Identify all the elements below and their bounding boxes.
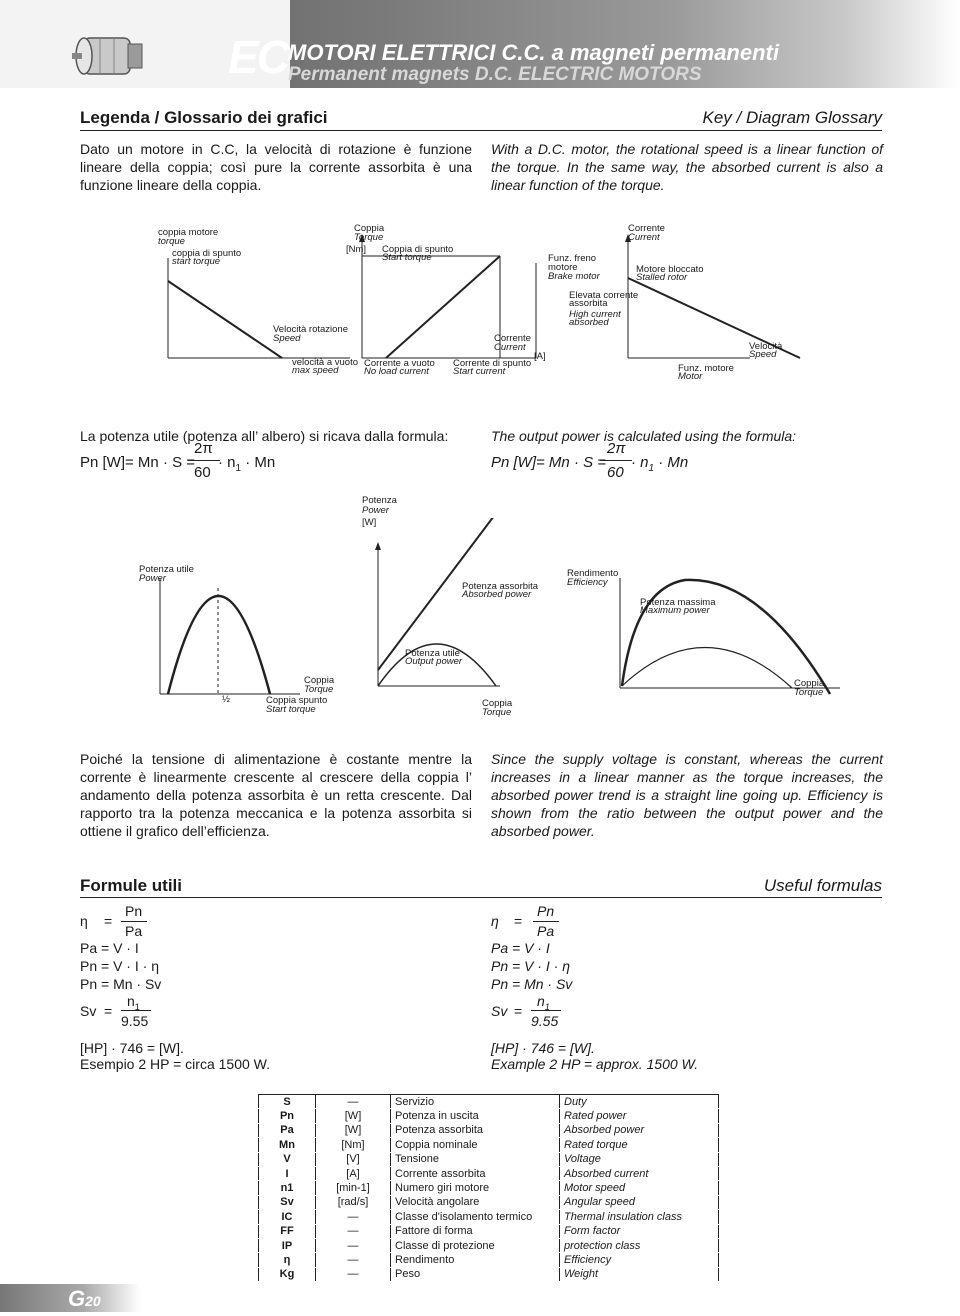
label-assorbita: assorbita: [569, 298, 608, 309]
label-potenza-assorbita: Potenza assorbita: [462, 581, 539, 592]
glossary-sym-cell: FF: [259, 1224, 316, 1238]
glossary-en-cell: Rated torque: [560, 1138, 719, 1152]
label-coppia-5: Coppia: [482, 698, 513, 709]
formula-pa-en: Pa: [537, 923, 555, 939]
glossary-it-cell: Classe di protezione: [391, 1238, 560, 1252]
label-start-torque-2: Start torque: [382, 252, 432, 263]
power-formula-intro-en: The output power is calculated using the formula:: [491, 428, 797, 444]
label-motor: Motor: [678, 371, 703, 382]
glossary-sym-cell: Kg: [259, 1267, 316, 1281]
formula-eta: η: [80, 913, 88, 929]
formula-955-en: 9.55: [531, 1013, 559, 1029]
glossary-it-cell: Numero giri motore: [391, 1181, 560, 1195]
glossary-unit-cell: [W]: [316, 1123, 391, 1137]
formula-hp-it: [HP] · 746 = [W].: [80, 1040, 184, 1056]
formula-n1: $n_1$: [127, 993, 140, 1012]
glossary-en-cell: protection class: [560, 1238, 719, 1252]
legend-text-en: With a D.C. motor, the rotational speed is a linear function of the torque. In the same way, the absorbed current is also a linear function of the torque.: [491, 141, 883, 193]
fraction-bar: [121, 1010, 151, 1011]
formula-pa-eq: Pa = V · I: [80, 940, 139, 956]
label-motore-bloccato: Motore bloccato: [636, 264, 704, 275]
formula-955: 9.55: [121, 1013, 149, 1029]
power-formula-intro-it: La potenza utile (potenza all’ albero) si ricava dalla formula:: [80, 428, 449, 444]
glossary-sym-cell: V: [259, 1152, 316, 1166]
label-coppia: Coppia: [354, 223, 385, 234]
label-speed: Speed: [273, 333, 301, 344]
label-absorbed-power: Absorbed power: [462, 589, 532, 600]
power-formula-rhs-en: · $n_1 \cdot Mn$: [631, 454, 689, 474]
glossary-en-cell: Duty: [560, 1095, 719, 1109]
power-formula-den-it: 60: [194, 464, 211, 481]
label-absorbed: absorbed: [569, 317, 609, 328]
label-motore: motore: [548, 262, 578, 273]
glossary-it-cell: Potenza in uscita: [391, 1109, 560, 1123]
formula-equals: =: [104, 913, 113, 929]
glossary-it-cell: Peso: [391, 1267, 560, 1281]
efficiency-text-en: Since the supply voltage is constant, whereas the current increases in a linear manner as the torque increases, the absorbed power trend is a straight line going up. Efficiency is shown from the ratio between the output power and the absorbed power.: [491, 751, 883, 839]
glossary-en-cell: Absorbed current: [560, 1166, 719, 1180]
glossary-en-cell: Motor speed: [560, 1181, 719, 1195]
label-start-torque: start torque: [172, 256, 221, 267]
label-unit-nm: [Nm]: [346, 244, 367, 255]
glossary-en-cell: Angular speed: [560, 1195, 719, 1209]
formula-pn-eq2: Pn = Mn · Sv: [80, 976, 162, 992]
catalog-code: EC: [228, 31, 288, 83]
label-coppia-spunto-3: Coppia spunto: [266, 695, 328, 706]
glossary-it-cell: Fattore di forma: [391, 1224, 560, 1238]
label-coppia-6: Coppia: [794, 678, 825, 689]
label-unit-a: [A]: [534, 351, 546, 362]
page-title: MOTORI ELETTRICI C.C. a magneti permanenti: [288, 40, 779, 65]
formula-equals: =: [514, 913, 523, 929]
label-velocita: Velocità: [749, 341, 783, 352]
label-potenza-utile-2: Potenza utile: [405, 648, 460, 659]
formula-pa-eq-en: Pa = V · I: [491, 940, 550, 956]
glossary-it-cell: Servizio: [391, 1095, 560, 1109]
glossary-body: [259, 1095, 719, 1282]
formula-equals: =: [104, 1003, 113, 1019]
efficiency-text-it: Poiché la tensione di alimentazione è costante mentre la corrente è linearmente crescente al crescere della coppia l’ andamento della potenza assorbita è un retta crescente. Dal rapporto tra la potenza meccanica e la potenza assorbita si ottiene il grafico dell’efficienza.: [80, 751, 472, 839]
glossary-it-cell: Coppia nominale: [391, 1138, 560, 1152]
page-number: G20: [68, 1286, 101, 1311]
label-coppia-spunto-2: Coppia di spunto: [382, 244, 454, 255]
table-row: [259, 1166, 719, 1180]
label-unit-w: [W]: [362, 517, 377, 528]
label-half: ½: [222, 694, 230, 705]
glossary-unit-cell: —: [316, 1267, 391, 1281]
label-maximum-power: Maximum power: [640, 605, 710, 616]
formulas-title-en: Useful formulas: [763, 876, 882, 895]
glossary-unit-cell: [rad/s]: [316, 1195, 391, 1209]
glossary-sym-cell: Pn: [259, 1109, 316, 1123]
legend-title-it: Legenda / Glossario dei grafici: [80, 108, 328, 127]
formula-pn-eq1: Pn = V · I · η: [80, 958, 159, 974]
label-potenza-massima: Potenza massima: [640, 597, 716, 608]
glossary-en-cell: Absorbed power: [560, 1123, 719, 1137]
page-subtitle: Permanent magnets D.C. ELECTRIC MOTORS: [288, 64, 702, 85]
glossary-unit-cell: [V]: [316, 1152, 391, 1166]
label-velocita-rotazione: Velocità rotazione: [273, 324, 348, 335]
power-formula-lhs-en: Pn [W]= Mn · S =: [491, 454, 607, 471]
formula-pn-eq1-en: Pn = V · I · η: [491, 958, 570, 974]
motor-icon: [70, 28, 148, 84]
fraction-bar: [533, 921, 559, 922]
label-coppia-motore: coppia motore: [158, 227, 219, 238]
table-row: [259, 1109, 719, 1123]
label-torque-6: Torque: [794, 687, 824, 698]
glossary-it-cell: Classe d'isolamento termico: [391, 1210, 560, 1224]
glossary-en-cell: Thermal insulation class: [560, 1210, 719, 1224]
label-potenza-utile: Potenza utile: [139, 564, 194, 575]
label-max-speed: max speed: [292, 365, 339, 376]
glossary-unit-cell: —: [316, 1238, 391, 1252]
glossary-sym-cell: S: [259, 1095, 316, 1109]
glossary-table: [258, 1094, 719, 1282]
formulas-title-it: Formule utili: [80, 876, 182, 895]
legend-text-it: Dato un motore in C.C, la velocità di rotazione è funzione lineare della coppia; così pure la corrente assorbita è una funzione lineare della coppia.: [80, 141, 472, 193]
label-current-3: Current: [628, 232, 660, 243]
glossary-it-cell: Tensione: [391, 1152, 560, 1166]
glossary-en-cell: Weight: [560, 1267, 719, 1281]
label-elevata-corrente: Elevata corrente: [569, 290, 639, 301]
label-corrente-vuoto: Corrente a vuoto: [364, 358, 435, 369]
fraction-bar: [121, 921, 147, 922]
label-rendimento: Rendimento: [567, 568, 619, 579]
glossary-en-cell: Rated power: [560, 1109, 719, 1123]
label-funz-freno: Funz. freno: [548, 253, 597, 264]
table-row: [259, 1095, 719, 1109]
table-row: [259, 1138, 719, 1152]
formula-example-it: Esempio 2 HP = circa 1500 W.: [80, 1056, 270, 1072]
table-row: [259, 1224, 719, 1238]
glossary-unit-cell: —: [316, 1210, 391, 1224]
label-torque-2: Torque: [354, 232, 384, 243]
formula-pa: Pa: [125, 923, 143, 939]
table-row: [259, 1123, 719, 1137]
formula-hp-en: [HP] · 746 = [W].: [491, 1040, 595, 1056]
label-torque-5: Torque: [482, 707, 512, 718]
label-no-load-current: No load current: [364, 366, 429, 377]
glossary-it-cell: Potenza assorbita: [391, 1123, 560, 1137]
label-power-2: Power: [362, 505, 389, 516]
label-high-current: High current: [569, 309, 621, 320]
glossary-en-cell: Form factor: [560, 1224, 719, 1238]
formula-n1-en: $n_1$: [537, 993, 550, 1012]
section-rule: [80, 130, 882, 131]
formula-pn: Pn: [125, 903, 143, 919]
label-speed-3: Speed: [749, 349, 777, 360]
formula-sv: Sv: [80, 1003, 97, 1019]
label-efficiency: Efficiency: [567, 577, 608, 588]
label-corrente: Corrente: [494, 333, 531, 344]
section-rule: [80, 897, 882, 898]
legend-title-en: Key / Diagram Glossary: [702, 108, 882, 127]
glossary-it-cell: Rendimento: [391, 1253, 560, 1267]
formula-pn-en: Pn: [537, 903, 555, 919]
label-output-power: Output power: [405, 656, 463, 667]
glossary-unit-cell: [Nm]: [316, 1138, 391, 1152]
label-brake-motor: Brake motor: [548, 271, 600, 282]
power-formula-num-en: 2π: [607, 440, 626, 457]
glossary-it-cell: Velocità angolare: [391, 1195, 560, 1209]
label-corrente-spunto: Corrente di spunto: [453, 358, 532, 369]
label-potenza: Potenza: [362, 495, 397, 506]
power-formula-den-en: 60: [607, 464, 624, 481]
table-row: [259, 1253, 719, 1267]
table-row: [259, 1181, 719, 1195]
glossary-unit-cell: [A]: [316, 1166, 391, 1180]
label-coppia-4: Coppia: [304, 675, 335, 686]
fraction-bar: [531, 1010, 561, 1011]
glossary-unit-cell: —: [316, 1095, 391, 1109]
formula-example-en: Example 2 HP = approx. 1500 W.: [491, 1056, 699, 1072]
formula-pn-eq2-en: Pn = Mn · Sv: [491, 976, 573, 992]
table-row: [259, 1238, 719, 1252]
table-row: [259, 1152, 719, 1166]
glossary-unit-cell: [min-1]: [316, 1181, 391, 1195]
fraction-bar: [600, 460, 632, 461]
formula-equals: =: [514, 1003, 523, 1019]
label-velocita-vuoto: velocità a vuoto: [292, 357, 359, 368]
glossary-sym-cell: Pa: [259, 1123, 316, 1137]
label-stalled-rotor: Stalled rotor: [636, 272, 688, 283]
glossary-it-cell: Corrente assorbita: [391, 1166, 560, 1180]
glossary-sym-cell: Mn: [259, 1138, 316, 1152]
glossary-sym-cell: n1: [259, 1181, 316, 1195]
glossary-sym-cell: I: [259, 1166, 316, 1180]
glossary-sym-cell: η: [259, 1253, 316, 1267]
diagram-power-efficiency: [60, 518, 900, 708]
formula-eta-en: η: [491, 913, 499, 929]
label-current: Current: [494, 342, 526, 353]
label-start-current: Start current: [453, 366, 506, 377]
glossary-sym-cell: IC: [259, 1210, 316, 1224]
label-start-torque-3: Start torque: [266, 704, 316, 715]
label-coppia-spunto: coppia di spunto: [172, 248, 242, 259]
label-corrente-3: Corrente: [628, 223, 665, 234]
glossary-en-cell: Efficiency: [560, 1253, 719, 1267]
glossary-unit-cell: —: [316, 1224, 391, 1238]
power-formula-num-it: 2π: [194, 440, 213, 457]
label-funz-motore: Funz. motore: [678, 363, 734, 374]
power-formula-rhs-it: · $n_1 \cdot Mn$: [218, 454, 276, 474]
table-row: [259, 1267, 719, 1281]
label-power: Power: [139, 573, 166, 584]
label-torque-4: Torque: [304, 684, 334, 695]
glossary-unit-cell: [W]: [316, 1109, 391, 1123]
glossary-sym-cell: IP: [259, 1238, 316, 1252]
glossary-unit-cell: —: [316, 1253, 391, 1267]
power-formula-lhs-it: Pn [W]= Mn · S =: [80, 454, 196, 471]
table-row: [259, 1210, 719, 1224]
label-torque: torque: [158, 236, 185, 247]
glossary-en-cell: Voltage: [560, 1152, 719, 1166]
glossary-sym-cell: Sv: [259, 1195, 316, 1209]
fraction-bar: [188, 460, 220, 461]
formula-sv-en: Sv: [491, 1003, 508, 1019]
table-row: [259, 1195, 719, 1209]
